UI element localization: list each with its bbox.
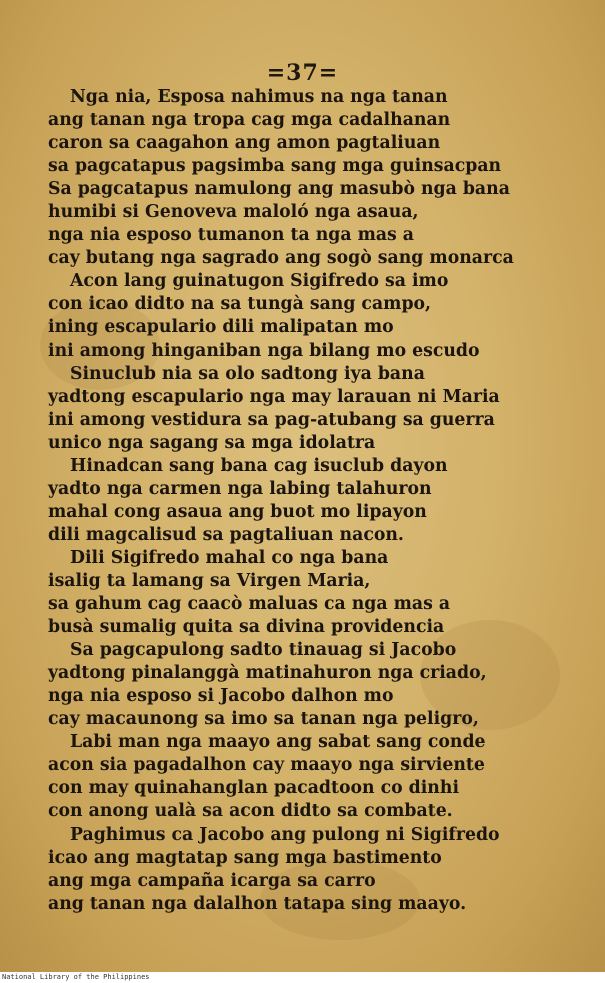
verse-line: cay butang nga sagrado ang sogò sang monarca (48, 248, 514, 269)
verse-line: mahal cong asaua ang buot mo lipayon (48, 501, 427, 522)
verse-line: caron sa caagahon ang amon pagtaliuan (48, 133, 441, 154)
verse-line: humibi si Genoveva maloló nga asaua, (48, 202, 419, 223)
verse-line: nga nia esposo si Jacobo dalhon mo (48, 686, 394, 707)
verse-line: dili magcalisud sa pagtaliuan nacon. (48, 524, 404, 545)
verse-line: isalig ta lamang sa Virgen Maria, (48, 570, 371, 591)
verse-line: Nga nia, Esposa nahimus na nga tanan (70, 87, 448, 107)
verse-text (48, 86, 588, 916)
verse-line: con may quinahanglan pacadtoon co dinhi (48, 778, 460, 799)
verse-line: Hinadcan sang bana cag isuclub dayon (70, 455, 448, 476)
verse-line: busà sumalig quita sa divina providencia (48, 617, 445, 638)
verse-line: ang mga campaña icarga sa carro (48, 870, 376, 891)
verse-line: sa gahum cag caacò maluas ca nga mas a (48, 594, 451, 615)
verse-line: icao ang magtatap sang mga bastimento (48, 847, 442, 868)
verse-line: yadto nga carmen nga labing talahuron (48, 478, 432, 499)
verse-line: con anong ualà sa acon didto sa combate. (48, 801, 453, 822)
page-number: =37= (266, 60, 339, 86)
library-credit: National Library of the Philippines (0, 972, 605, 983)
verse-line: ini among hinganiban nga bilang mo escudo (48, 340, 480, 361)
verse-line: Sa pagcatapus namulong ang masubò nga bana (48, 179, 510, 200)
verse-line: acon sia pagadalhon cay maayo nga sirviente (48, 755, 485, 776)
verse-line: yadtong escapulario nga may larauan ni Maria (48, 386, 500, 407)
verse-line: unico nga sagang sa mga idolatra (48, 432, 376, 453)
verse-line: ang tanan nga dalalhon tatapa sing maayo. (48, 893, 467, 914)
verse-line: ang tanan nga tropa cag mga cadalhanan (48, 110, 451, 131)
verse-line: Acon lang guinatugon Sigifredo sa imo (70, 271, 449, 292)
verse-line: ini among vestidura sa pag-atubang sa guerra (48, 409, 495, 430)
verse-line: Paghimus ca Jacobo ang pulong ni Sigifredo (70, 824, 500, 845)
verse-line: Sinuclub nia sa olo sadtong iya bana (70, 363, 425, 384)
verse-line: nga nia esposo tumanon ta nga mas a (48, 225, 414, 246)
verse-line: yadtong pinalanggà matinahuron nga criado, (48, 663, 487, 684)
verse-line: sa pagcatapus pagsimba sang mga guinsacpan (48, 156, 502, 177)
verse-line: cay macaunong sa imo sa tanan nga peligro, (48, 709, 479, 730)
verse-line: con icao didto na sa tungà sang campo, (48, 294, 432, 315)
verse-line: Dili Sigifredo mahal co nga bana (70, 547, 389, 568)
verse-line: ining escapulario dili malipatan mo (48, 317, 394, 338)
verse-line: Labi man nga maayo ang sabat sang conde (70, 732, 486, 753)
verse-line: Sa pagcapulong sadto tinauag si Jacobo (70, 640, 457, 661)
